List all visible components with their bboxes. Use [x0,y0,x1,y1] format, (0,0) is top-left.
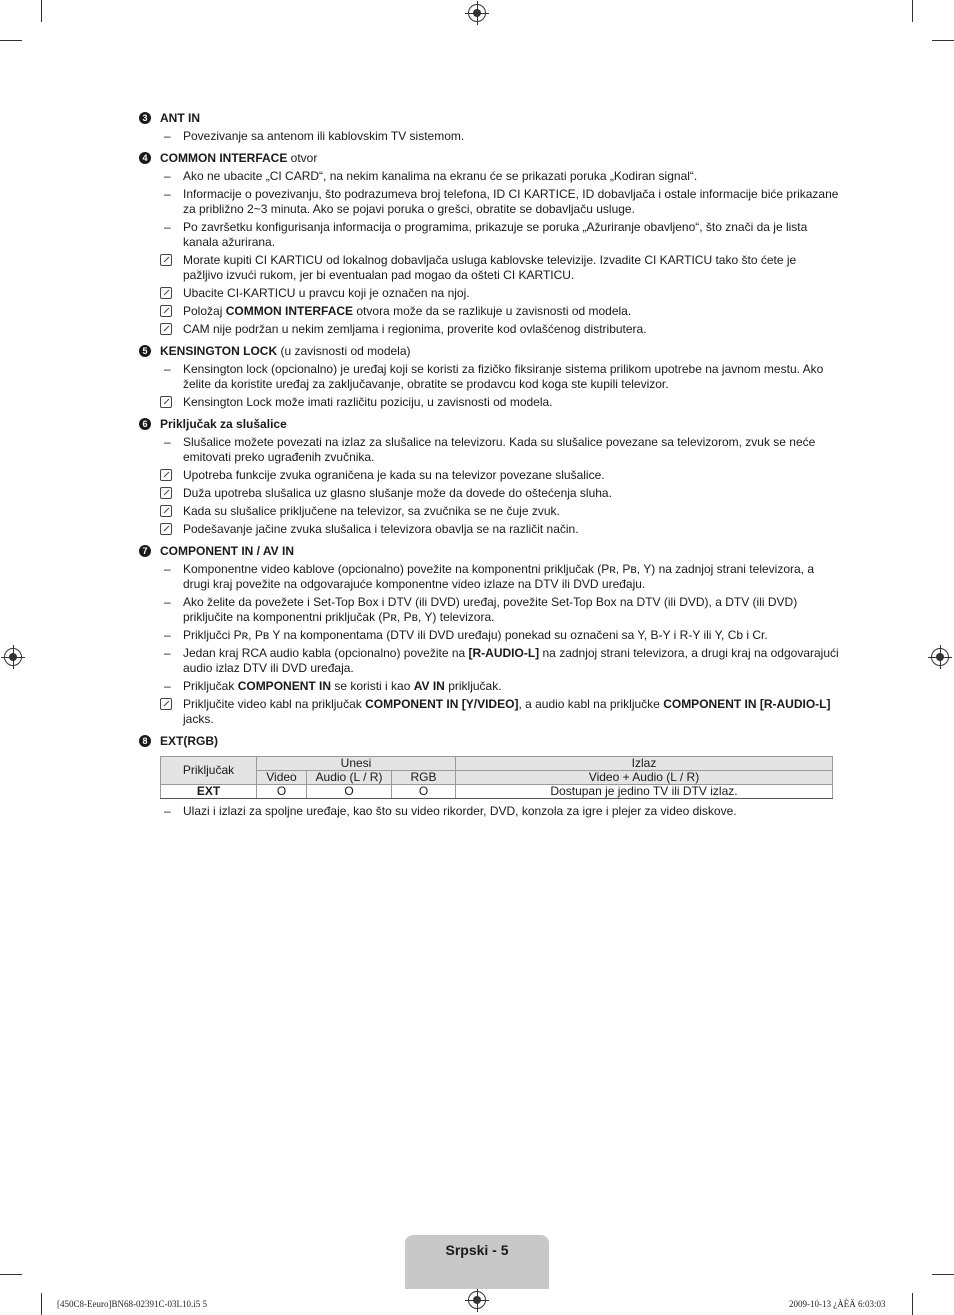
section-title-tail: (u zavisnosti od modela) [277,344,411,358]
page-number-tab [405,1235,549,1289]
registration-mark-icon [468,4,486,22]
item-text: jacks. [183,712,214,726]
dash-marker: – [164,646,171,660]
page-label: Srpski - 5 [445,1242,509,1258]
section-title: KENSINGTON LOCK [160,344,278,358]
crop-mark [912,0,913,22]
dash-marker: – [164,220,171,234]
dash-marker: – [164,362,171,376]
note-pencil-icon [160,487,172,499]
list-item [139,129,839,144]
item-text: COMPONENT IN [R-AUDIO-L] [663,697,831,711]
ext-rgb-table [160,756,833,799]
note-pencil-icon [160,323,172,335]
col-output: Izlaz [456,757,833,771]
note-pencil-icon [160,505,172,517]
circled-number-icon: 5 [139,345,151,357]
note-pencil-icon [160,305,172,317]
item-text: Kensington lock (opcionalno) je uređaj koji se koristi za fizičko fiksiranje sistema prilikom upotrebe na javnom mestu. Ako želite da koristite uređaj za zaključavanje, obratite se prodavcu kod koga ste kupili televizor. [183,362,824,391]
circled-number-icon: 3 [139,112,151,124]
section-heading [139,111,839,126]
item-text: AV IN [413,679,445,693]
note-item [139,286,839,301]
item-text: Slušalice možete povezati na izlaz za slušalice na televizoru. Kada su slušalice povezane sa televizorom, zvuk se neće emitovati preko ugrađenih zvučnika. [183,435,816,464]
section-heading [139,344,839,359]
list-item [139,435,839,465]
section-heading [139,151,839,166]
after-table-text: Ulazi i izlazi za spoljne uređaje, kao što su video rikorder, DVD, konzola za igre i plejer za video diskove. [183,804,737,818]
note-pencil-icon [160,287,172,299]
item-text: Duža upotreba slušalica uz glasno slušanje može da dovede do oštećenja sluha. [183,486,612,500]
note-pencil-icon [160,523,172,535]
dash-marker: – [164,187,171,201]
row-audio: O [307,785,392,799]
note-item [139,486,839,501]
list-item [139,628,839,643]
section-title: ANT IN [160,111,200,125]
list-item [139,169,839,184]
section-title: COMPONENT IN / AV IN [160,544,295,558]
item-text: Priključite video kabl na priključak [183,697,366,711]
dash-marker: – [164,679,171,693]
item-text: COMPONENT IN [237,679,332,693]
item-text: Priključak [183,679,238,693]
col-input: Unesi [257,757,456,771]
crop-mark [41,0,42,22]
list-item [139,562,839,592]
registration-mark-icon [931,648,949,666]
section-title: EXT(RGB) [160,734,218,748]
list-item [139,679,839,694]
row-label: EXT [161,785,257,799]
crop-mark [932,1274,954,1275]
item-text: Kada su slušalice priključene na televizor, sa zvučnika se ne čuje zvuk. [183,504,560,518]
item-text: Ako želite da povežete i Set-Top Box i DTV (ili DVD) uređaj, povežite Set-Top Box na DTV (ili DVD), a DTV (ili DVD) priključite na komponentni priključak (Pʀ, Pʙ, Y) televizora. [183,595,798,624]
circled-number-icon: 7 [139,545,151,557]
crop-mark [41,1293,42,1315]
section-title: Priključak za slušalice [160,417,287,431]
section-title: COMMON INTERFACE [160,151,288,165]
col-connector: Priključak [161,757,257,785]
sub-output: Video + Audio (L / R) [456,771,833,785]
dash-marker: – [164,804,171,818]
crop-mark [932,40,954,41]
list-item [139,220,839,250]
section-heading [139,734,839,749]
list-item [139,362,839,392]
crop-mark [0,1274,22,1275]
dash-marker: – [164,628,171,642]
crop-mark [0,40,22,41]
dash-marker: – [164,595,171,609]
item-text: Priključci Pʀ, Pʙ Y na komponentama (DTV ili DVD uređaju) ponekad su označeni sa Y, B-Y i R-Y ili Y, Cb i Cr. [183,628,768,642]
list-item [139,595,839,625]
circled-number-icon: 8 [139,735,151,747]
item-text: Informacije o povezivanju, što podrazumeva broj telefona, ID CI KARTICE, ID dobavljača i ostale informacije biće prikazane za približno 2~3 minuta. Ako se pojavi poruka o grešci, obratite se dobavljaču usluge. [183,187,839,216]
note-item [139,322,839,337]
item-text: Položaj [183,304,226,318]
note-item [139,522,839,537]
item-text: COMPONENT IN [Y/VIDEO] [365,697,519,711]
item-text: Komponentne video kablove (opcionalno) povežite na komponentni priključak (Pʀ, Pʙ, Y) na zadnjoj strani televizora, a drugi kraj povežite na odgovarajuće komponentne video izlaze na DTV ili DVD uređaju. [183,562,815,591]
footer-left: [450C8-Eeuro]BN68-02391C-03L10.i5 5 [57,1299,207,1309]
table-row [161,785,833,799]
circled-number-icon: 6 [139,418,151,430]
note-item [139,304,839,319]
item-text: Morate kupiti CI KARTICU od lokalnog dobavljača usluga kablovske televizije. Izvadite CI KARTICU tako što ćete je pažljivo izvući rukom, jer bi eventualan pad mogao da ošteti CI KARTICU. [183,253,797,282]
item-text: Podešavanje jačine zvuka slušalica i televizora obavlja se na različit način. [183,522,579,536]
manual-content [139,111,839,819]
dash-marker: – [164,562,171,576]
item-text: Povezivanje sa antenom ili kablovskim TV sistemom. [183,129,465,143]
item-text: Kensington Lock može imati različitu poziciju, u zavisnosti od modela. [183,395,553,409]
item-text: priključak. [444,679,502,693]
registration-mark-icon [4,648,22,666]
item-text: Po završetku konfigurisanja informacija o programima, prikazuje se poruka „Ažuriranje obavljeno“, što znači da je lista kanala ažurirana. [183,220,808,249]
item-text: otvora može da se razlikuje u zavisnosti od modela. [353,304,632,318]
item-text: na zadnjoj strani televizora, a drugi kraj na odgovarajući audio izlaz DTV ili DVD uređaja. [183,646,839,675]
list-item [139,187,839,217]
dash-marker: – [164,169,171,183]
item-text: , a audio kabl na priključke [518,697,664,711]
list-item [139,804,839,819]
section-heading [139,417,839,432]
note-pencil-icon [160,469,172,481]
section-list [139,111,839,749]
section-title-tail: otvor [287,151,318,165]
note-pencil-icon [160,698,172,710]
item-text: Jedan kraj RCA audio kabla (opcionalno) povežite na [183,646,469,660]
dash-marker: – [164,435,171,449]
circled-number-icon: 4 [139,152,151,164]
note-item [139,395,839,410]
row-rgb: O [392,785,456,799]
item-text: Ako ne ubacite „CI CARD“, na nekim kanalima na ekranu će se prikazati poruka „Kodiran signal“. [183,169,698,183]
item-text: Ubacite CI-KARTICU u pravcu koji je označen na njoj. [183,286,470,300]
sub-audio: Audio (L / R) [307,771,392,785]
row-output: Dostupan je jedino TV ili DTV izlaz. [456,785,833,799]
crop-mark [912,1293,913,1315]
note-pencil-icon [160,254,172,266]
item-text: Upotreba funkcije zvuka ograničena je kada su na televizor povezane slušalice. [183,468,605,482]
note-pencil-icon [160,396,172,408]
note-item [139,697,839,727]
item-text: COMMON INTERFACE [225,304,354,318]
list-item [139,646,839,676]
row-video: O [257,785,307,799]
item-text: se koristi i kao [331,679,414,693]
note-item [139,253,839,283]
sub-rgb: RGB [392,771,456,785]
item-text: [R-AUDIO-L] [468,646,540,660]
registration-mark-icon [468,1291,486,1309]
note-item [139,504,839,519]
sub-video: Video [257,771,307,785]
dash-marker: – [164,129,171,143]
footer-right: 2009-10-13 ¿ÀÈÄ 6:03:03 [789,1299,886,1309]
note-item [139,468,839,483]
item-text: CAM nije podržan u nekim zemljama i regionima, proverite kod ovlašćenog distributera. [183,322,647,336]
section-heading [139,544,839,559]
